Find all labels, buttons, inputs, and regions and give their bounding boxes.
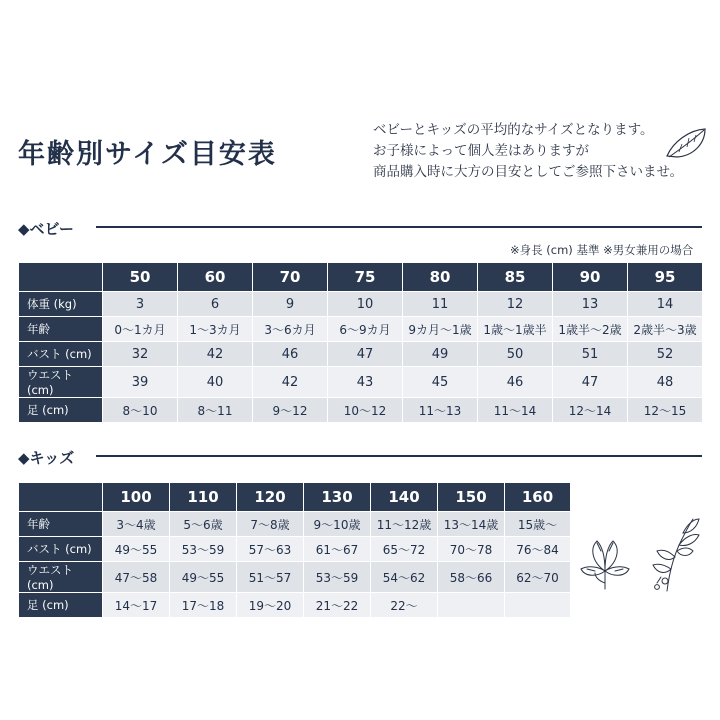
baby-cell: 32 bbox=[103, 342, 178, 367]
kids-cell: 14〜17 bbox=[103, 593, 170, 618]
baby-corner-cell bbox=[19, 263, 103, 292]
baby-cell: 46 bbox=[478, 367, 553, 398]
baby-cell: 51 bbox=[553, 342, 628, 367]
kids-size-header: 150 bbox=[438, 483, 505, 512]
kids-cell: 49〜55 bbox=[103, 537, 170, 562]
baby-cell: 46 bbox=[253, 342, 328, 367]
kids-cell: 15歳〜 bbox=[505, 512, 571, 537]
kids-cell: 3〜4歳 bbox=[103, 512, 170, 537]
table-row bbox=[19, 398, 703, 423]
table-row bbox=[19, 367, 703, 398]
baby-cell: 45 bbox=[403, 367, 478, 398]
baby-cell: 12〜15 bbox=[628, 398, 703, 423]
baby-row-label: 年齢 bbox=[19, 317, 103, 342]
baby-cell: 11〜13 bbox=[403, 398, 478, 423]
kids-size-header: 130 bbox=[304, 483, 371, 512]
kids-size-header: 100 bbox=[103, 483, 170, 512]
page-title: 年齢別サイズ目安表 bbox=[18, 139, 277, 170]
kids-cell: 11〜12歳 bbox=[371, 512, 438, 537]
baby-cell: 50 bbox=[478, 342, 553, 367]
kids-cell bbox=[505, 593, 571, 618]
baby-size-table bbox=[18, 262, 703, 423]
intro-line-3: 商品購入時に大方の目安としてご参照下さいませ。 bbox=[373, 164, 684, 180]
baby-cell: 39 bbox=[103, 367, 178, 398]
baby-cell: 6〜9カ月 bbox=[328, 317, 403, 342]
baby-cell: 1歳〜1歳半 bbox=[478, 317, 553, 342]
baby-cell: 8〜10 bbox=[103, 398, 178, 423]
baby-size-header: 90 bbox=[553, 263, 628, 292]
baby-cell: 12〜14 bbox=[553, 398, 628, 423]
kids-size-table bbox=[18, 482, 571, 618]
baby-cell: 49 bbox=[403, 342, 478, 367]
flower-branch-icon bbox=[575, 505, 703, 595]
kids-cell: 13〜14歳 bbox=[438, 512, 505, 537]
kids-row-label: 年齢 bbox=[19, 512, 103, 537]
baby-cell: 47 bbox=[328, 342, 403, 367]
baby-cell: 8〜11 bbox=[178, 398, 253, 423]
baby-cell: 43 bbox=[328, 367, 403, 398]
kids-row-label: ウエスト (cm) bbox=[19, 562, 103, 593]
baby-cell: 14 bbox=[628, 292, 703, 317]
kids-row-label: 足 (cm) bbox=[19, 593, 103, 618]
kids-cell: 51〜57 bbox=[237, 562, 304, 593]
kids-cell: 65〜72 bbox=[371, 537, 438, 562]
kids-section-rule bbox=[96, 455, 702, 457]
kids-cell: 17〜18 bbox=[170, 593, 237, 618]
baby-cell: 11 bbox=[403, 292, 478, 317]
kids-cell: 49〜55 bbox=[170, 562, 237, 593]
kids-cell: 47〜58 bbox=[103, 562, 170, 593]
baby-size-header: 80 bbox=[403, 263, 478, 292]
baby-cell: 9カ月〜1歳 bbox=[403, 317, 478, 342]
table-row bbox=[19, 512, 571, 537]
baby-cell: 11〜14 bbox=[478, 398, 553, 423]
intro-text bbox=[373, 120, 683, 183]
baby-cell: 48 bbox=[628, 367, 703, 398]
baby-cell: 1〜3カ月 bbox=[178, 317, 253, 342]
table-row bbox=[19, 342, 703, 367]
leaf-icon bbox=[663, 126, 708, 160]
kids-cell: 22〜 bbox=[371, 593, 438, 618]
baby-header-row bbox=[19, 263, 703, 292]
kids-size-header: 120 bbox=[237, 483, 304, 512]
intro-line-1: ベビーとキッズの平均的なサイズとなります。 bbox=[373, 122, 654, 138]
kids-row-label: バスト (cm) bbox=[19, 537, 103, 562]
baby-cell: 42 bbox=[253, 367, 328, 398]
kids-cell: 58〜66 bbox=[438, 562, 505, 593]
baby-section-rule bbox=[96, 226, 702, 228]
kids-cell: 70〜78 bbox=[438, 537, 505, 562]
header bbox=[18, 120, 702, 196]
baby-size-header: 85 bbox=[478, 263, 553, 292]
kids-cell: 5〜6歳 bbox=[170, 512, 237, 537]
baby-size-header: 70 bbox=[253, 263, 328, 292]
intro-line-2: お子様によって個人差はありますが bbox=[373, 143, 589, 159]
table-row bbox=[19, 292, 703, 317]
baby-cell: 9〜12 bbox=[253, 398, 328, 423]
kids-section-heading: ◆キッズ bbox=[18, 449, 75, 467]
kids-header-row bbox=[19, 483, 571, 512]
baby-size-header: 50 bbox=[103, 263, 178, 292]
baby-section-heading: ◆ベビー bbox=[18, 220, 74, 238]
baby-cell: 40 bbox=[178, 367, 253, 398]
kids-cell: 7〜8歳 bbox=[237, 512, 304, 537]
table-row bbox=[19, 317, 703, 342]
table-row bbox=[19, 593, 571, 618]
kids-cell: 54〜62 bbox=[371, 562, 438, 593]
baby-cell: 47 bbox=[553, 367, 628, 398]
kids-cell: 61〜67 bbox=[304, 537, 371, 562]
baby-cell: 42 bbox=[178, 342, 253, 367]
baby-row-label: バスト (cm) bbox=[19, 342, 103, 367]
baby-cell: 0〜1カ月 bbox=[103, 317, 178, 342]
baby-size-header: 95 bbox=[628, 263, 703, 292]
baby-cell: 1歳半〜2歳 bbox=[553, 317, 628, 342]
kids-corner-cell bbox=[19, 483, 103, 512]
baby-cell: 9 bbox=[253, 292, 328, 317]
baby-size-header: 75 bbox=[328, 263, 403, 292]
baby-row-label: 体重 (kg) bbox=[19, 292, 103, 317]
table-row bbox=[19, 562, 571, 593]
baby-cell: 52 bbox=[628, 342, 703, 367]
kids-cell bbox=[438, 593, 505, 618]
table-row bbox=[19, 537, 571, 562]
kids-size-header: 160 bbox=[505, 483, 571, 512]
kids-cell: 9〜10歳 bbox=[304, 512, 371, 537]
baby-cell: 3 bbox=[103, 292, 178, 317]
kids-size-header: 110 bbox=[170, 483, 237, 512]
baby-row-label: ウエスト (cm) bbox=[19, 367, 103, 398]
baby-cell: 13 bbox=[553, 292, 628, 317]
baby-note: ※身長 (cm) 基準 ※男女兼用の場合 bbox=[510, 243, 694, 257]
baby-row-label: 足 (cm) bbox=[19, 398, 103, 423]
baby-cell: 2歳半〜3歳 bbox=[628, 317, 703, 342]
baby-cell: 3〜6カ月 bbox=[253, 317, 328, 342]
kids-cell: 57〜63 bbox=[237, 537, 304, 562]
kids-size-header: 140 bbox=[371, 483, 438, 512]
baby-cell: 10〜12 bbox=[328, 398, 403, 423]
baby-cell: 10 bbox=[328, 292, 403, 317]
kids-cell: 53〜59 bbox=[304, 562, 371, 593]
kids-cell: 53〜59 bbox=[170, 537, 237, 562]
baby-cell: 6 bbox=[178, 292, 253, 317]
kids-cell: 19〜20 bbox=[237, 593, 304, 618]
baby-cell: 12 bbox=[478, 292, 553, 317]
baby-size-header: 60 bbox=[178, 263, 253, 292]
kids-cell: 21〜22 bbox=[304, 593, 371, 618]
kids-cell: 76〜84 bbox=[505, 537, 571, 562]
kids-cell: 62〜70 bbox=[505, 562, 571, 593]
